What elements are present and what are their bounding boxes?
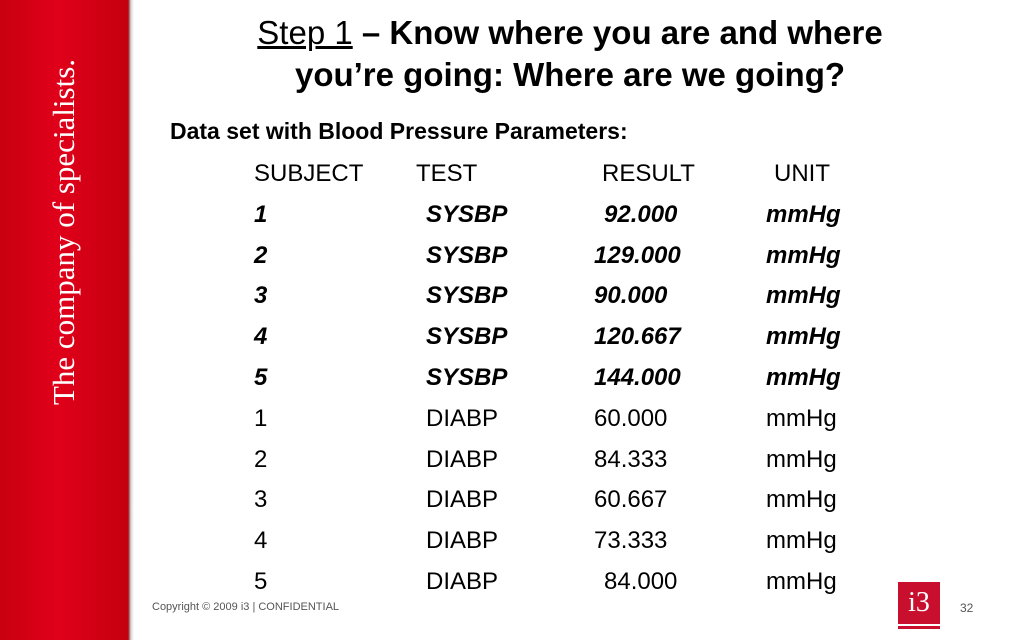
cell-subject: 4: [254, 323, 268, 351]
cell-test: DIABP: [426, 567, 499, 595]
header-subject: SUBJECT: [254, 160, 364, 187]
cell-subject: 2: [254, 241, 268, 269]
cell-test: DIABP: [426, 404, 499, 432]
cell-test: DIABP: [426, 445, 499, 473]
cell-unit: mmHg: [766, 486, 837, 514]
cell-test: SYSBP: [426, 200, 508, 228]
cell-unit: mmHg: [766, 404, 837, 432]
cell-result: 92.000: [604, 200, 678, 228]
cell-unit: mmHg: [766, 527, 837, 555]
cell-unit: mmHg: [766, 323, 841, 351]
cell-subject: 1: [254, 404, 268, 432]
copyright-footer: Copyright © 2009 i3 | CONFIDENTIAL: [152, 601, 340, 613]
cell-test: SYSBP: [426, 241, 508, 269]
cell-result: 144.000: [594, 363, 681, 391]
cell-subject: 2: [254, 445, 268, 473]
cell-subject: 5: [254, 567, 268, 595]
cell-unit: mmHg: [766, 282, 841, 310]
cell-subject: 3: [254, 486, 268, 514]
table-row: [254, 405, 874, 446]
brand-sidebar: [0, 0, 128, 640]
cell-unit: mmHg: [766, 363, 841, 391]
cell-subject: 3: [254, 282, 268, 310]
cell-result: 73.333: [594, 527, 668, 555]
header-result: RESULT: [602, 160, 695, 187]
cell-result: 129.000: [594, 241, 681, 269]
cell-unit: mmHg: [766, 445, 837, 473]
table-row: [254, 568, 874, 609]
cell-test: SYSBP: [426, 363, 508, 391]
table-row: [254, 527, 874, 568]
cell-subject: 1: [254, 200, 268, 228]
table-header-row: [254, 160, 874, 201]
title-line-2: you’re going: Where are we going?: [294, 56, 846, 93]
cell-test: SYSBP: [426, 323, 508, 351]
cell-subject: 5: [254, 363, 268, 391]
sidebar-tagline: The company of specialists.: [46, 58, 81, 406]
header-test: TEST: [416, 160, 478, 187]
cell-result: 120.667: [594, 323, 681, 351]
cell-test: SYSBP: [426, 282, 508, 310]
title-step: Step 1: [257, 14, 353, 51]
slide-title: [170, 12, 970, 96]
cell-result: 90.000: [594, 282, 668, 310]
cell-unit: mmHg: [766, 200, 841, 228]
title-line-1: – Know where you are and where: [352, 14, 883, 51]
page-number: 32: [960, 601, 974, 615]
cell-result: 84.000: [604, 567, 678, 595]
cell-subject: 4: [254, 527, 268, 555]
cell-unit: mmHg: [766, 567, 837, 595]
cell-result: 60.000: [594, 404, 668, 432]
table-row: [254, 323, 874, 364]
table-row: [254, 364, 874, 405]
cell-test: DIABP: [426, 486, 499, 514]
header-unit: UNIT: [774, 160, 830, 187]
table-row: [254, 446, 874, 487]
logo-underline: [898, 626, 940, 629]
i3-logo: i3: [898, 582, 940, 624]
data-set-heading: Data set with Blood Pressure Parameters:: [170, 118, 628, 144]
cell-result: 60.667: [594, 486, 668, 514]
table-row: [254, 486, 874, 527]
sidebar-edge: [128, 0, 134, 640]
table-row: [254, 242, 874, 283]
table-row: [254, 282, 874, 323]
cell-result: 84.333: [594, 445, 668, 473]
cell-test: DIABP: [426, 527, 499, 555]
table-row: [254, 201, 874, 242]
cell-unit: mmHg: [766, 241, 841, 269]
bp-data-table: [254, 160, 874, 609]
